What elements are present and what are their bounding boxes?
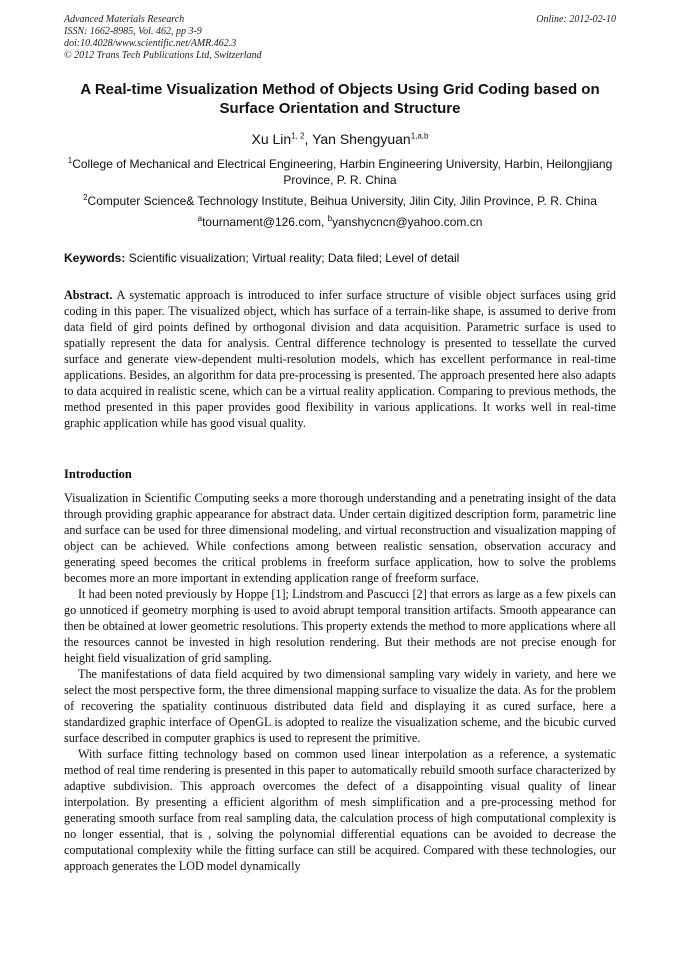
author-emails [64,214,616,230]
email-mark: a [197,214,203,223]
author-affiliation-mark: 1, 2 [291,131,305,141]
author-affiliation-mark: 1,a,b [410,131,429,141]
copyright-line: © 2012 Trans Tech Publications Ltd, Switzerland [64,50,262,61]
affiliation-text: College of Mechanical and Electrical Engineering, Harbin Engineering University, Harbin, Heilongjiang Province, P. R. China [72,157,613,187]
affiliation-1 [64,156,616,188]
paragraph: Visualization in Scientific Computing seeks a more thorough understanding and a penetrating insight of the data through providing graphic appearance for abstract data. Under certain digitized description form, parametric line and surface can be used for three dimensional modeling, and virtual reconstruction and visualization mapping of object can be achieved. While confections among between realistic sensation, observation accuracy and generating speed becomes the critical problems in freeform surface application, how to solve the problems becomes more an more important in extending application range of freeform surface. [64,491,616,585]
email-mark: b [327,214,333,223]
paragraph: The manifestations of data field acquired by two dimensional sampling vary widely in variety, and here we select the most perspective form, the three dimensional mapping surface to visualize the data. As for the problem of recovering the spatiality continuous distributed data field and displaying it as cured surface, here a standardized graphic interface of OpenGL is adopted to realize the visualization scheme, and the bicubic curved surface described in computer graphics is used to represent the primitive. [64,667,616,745]
author-name: Yan Shengyuan [312,131,411,147]
paragraph: It had been noted previously by Hoppe [1]; Lindstrom and Pascucci [2] that errors as large as a few pixels can go unnoticed if geometry morphing is used to avoid abrupt temporal transition artifacts. Smooth appearance can then be obtained at lower geometric resolutions. This property extends the method to more applications where all the resources cannot be invested in high resolution rendering. But their methods are not precise enough for height field visualization of grid sampling. [64,587,616,665]
paragraph: With surface fitting technology based on common used linear interpolation as a reference, a systematic method of real time rendering is presented in this paper to automatically rebuild smooth surface characterized by adaptive subdivision. This approach overcomes the defect of a disappointing visual quality of linear interpolation. By presenting a efficient algorithm of mesh simplification and a pre-processing method for generating smooth surface from real sampling data, the calculation process of high computational complexity is no longer essential, that is , solving the polynomial differential equations can be avoided to decrease the computational complexity while the fitting surface can still be acquired. Compared with these technologies, our approach generates the LOD model dynamically [64,747,616,873]
abstract [64,287,616,431]
journal-name: Advanced Materials Research [64,14,185,25]
journal-header [64,14,616,62]
paper-title: A Real-time Visualization Method of Objects Using Grid Coding based on Surface Orientation and Structure [80,81,600,117]
abstract-label: Abstract. [64,288,113,302]
affiliation-text: Computer Science& Technology Institute, Beihua University, Jilin City, Jilin Province, P. R. China [87,194,597,208]
section-heading-introduction: Introduction [64,467,132,481]
keywords-label: Keywords: [64,251,126,265]
keywords [64,251,616,266]
email-link[interactable]: tournament@126.com, [202,215,328,229]
author-name: Xu Lin [251,131,292,147]
issn-line: ISSN: 1662-8985, Vol. 462, pp 3-9 [64,26,202,37]
email-link[interactable]: yanshycncn@yahoo.com.cn [332,215,483,229]
author-separator: , [304,131,313,147]
keywords-text: Scientific visualization; Virtual reality; Data filed; Level of detail [125,251,460,265]
author-list [64,130,616,148]
introduction-body [64,490,616,874]
affiliation-mark: 1 [67,156,73,165]
abstract-text: A systematic approach is introduced to infer surface structure of visible object surfaces using grid coding in this paper. The visualized object, which has surface of a terrain-like shape, is assumed to derive from data field of gird points defined by orthogonal division and data acquisition. Parametric surface is used to spatially represent the data for analysis. Central difference technology is presented to tessellate the curved surface and generate view-dependent multi-resolution models, which has excellent performance in real-time applications. Besides, an algorithm for data pre-processing is presented. The approach presented here also adapts to data acquired in realistic scene, which can be a virtual reality application. Comparing to previous methods, the method presented in this paper provides good flexibility in various applications. It works well in real-time graphic application while has good visual quality. [64,288,616,430]
online-date: Online: 2012-02-10 [536,14,616,25]
doi-line: doi:10.4028/www.scientific.net/AMR.462.3 [64,38,237,49]
affiliation-2 [64,193,616,209]
affiliation-mark: 2 [83,193,88,202]
